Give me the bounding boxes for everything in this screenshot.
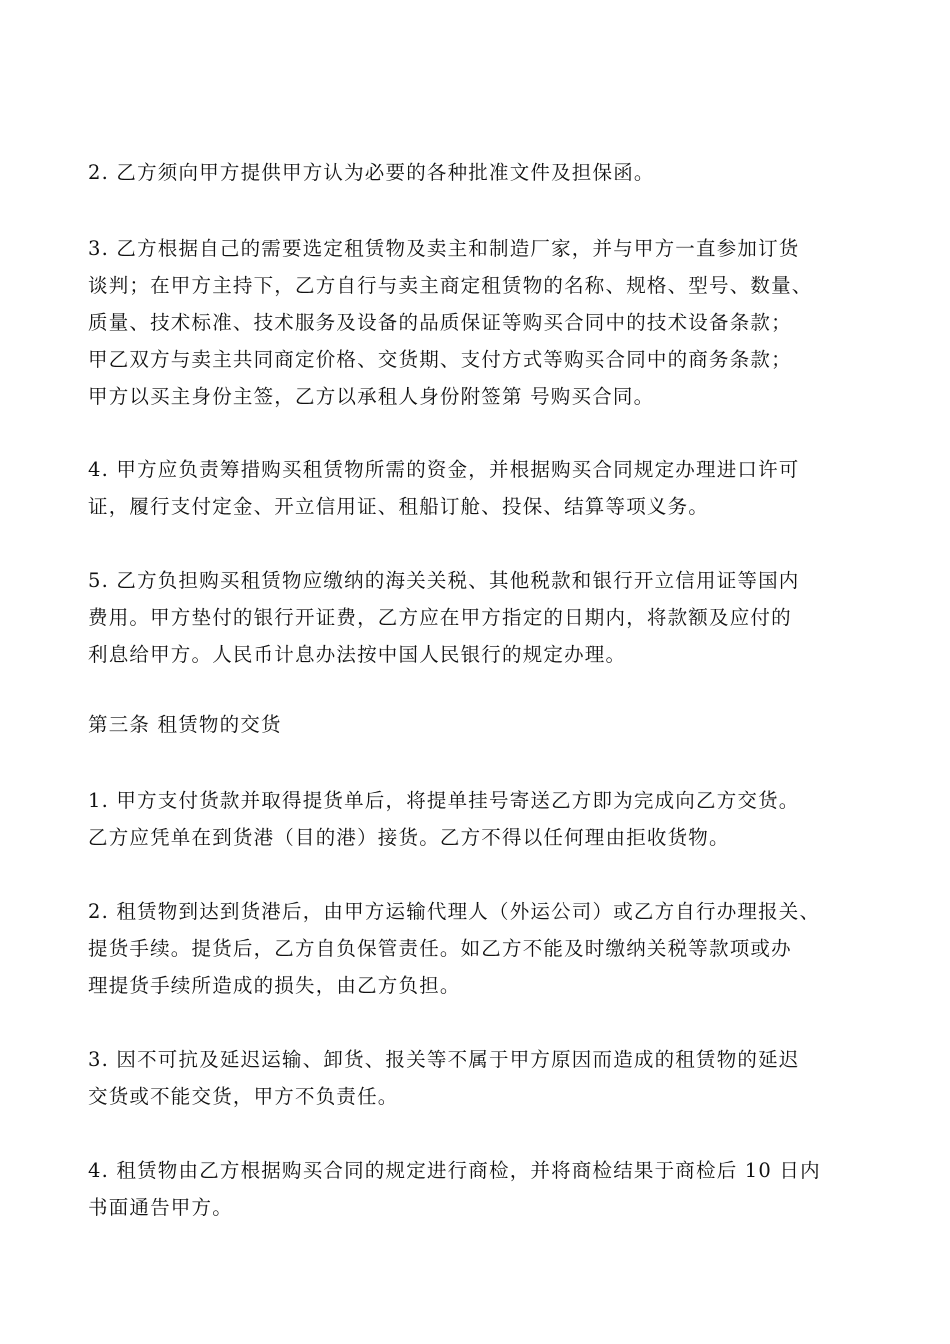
clause-2-3-selection-negotiation [88,230,888,415]
text-line: 甲乙双方与卖主共同商定价格、交货期、支付方式等购买合同中的商务条款； [88,348,792,371]
text-line: 乙方应凭单在到货港（目的港）接货。乙方不得以任何理由拒收货物。 [88,826,730,849]
article-3-heading [88,706,888,743]
text-line: 3. 因不可抗及延迟运输、卸货、报关等不属于甲方原因而造成的租赁物的延迟 [88,1048,800,1071]
clause-3-4-inspection [88,1152,888,1226]
text-line: 费用。甲方垫付的银行开证费，乙方应在甲方指定的日期内，将款额及应付的 [88,606,792,629]
text-line: 2. 租赁物到达到货港后，由甲方运输代理人（外运公司）或乙方自行办理报关、 [88,900,821,923]
clause-3-1-delivery [88,782,888,856]
text-line: 谈判；在甲方主持下，乙方自行与卖主商定租赁物的名称、规格、型号、数量、 [88,274,813,297]
text-line: 2. 乙方须向甲方提供甲方认为必要的各种批准文件及担保函。 [88,161,655,184]
text-line: 质量、技术标准、技术服务及设备的品质保证等购买合同中的技术设备条款； [88,311,792,334]
section-heading: 第三条 租赁物的交货 [88,713,282,736]
text-line: 利息给甲方。人民币计息办法按中国人民银行的规定办理。 [88,643,627,666]
clause-2-4-funding [88,451,888,525]
clause-3-3-force-majeure [88,1041,888,1115]
clause-2-1-documents [88,154,888,191]
clause-3-2-customs-pickup [88,893,888,1004]
text-line: 理提货手续所造成的损失，由乙方负担。 [88,974,461,997]
text-line: 5. 乙方负担购买租赁物应缴纳的海关关税、其他税款和银行开立信用证等国内 [88,569,800,592]
text-line: 1. 甲方支付货款并取得提货单后，将提单挂号寄送乙方即为完成向乙方交货。 [88,789,800,812]
text-line: 交货或不能交货，甲方不负责任。 [88,1085,399,1108]
text-line: 甲方以买主身份主签，乙方以承租人身份附签第 号购买合同。 [88,385,655,408]
text-line: 证，履行支付定金、开立信用证、租船订舱、投保、结算等项义务。 [88,495,710,518]
text-line: 3. 乙方根据自己的需要选定租赁物及卖主和制造厂家，并与甲方一直参加订货 [88,237,800,260]
clause-2-5-taxes-fees [88,562,888,673]
text-line: 提货手续。提货后，乙方自负保管责任。如乙方不能及时缴纳关税等款项或办 [88,937,792,960]
text-line: 4. 租赁物由乙方根据购买合同的规定进行商检，并将商检结果于商检后 10 日内 [88,1159,821,1182]
text-line: 书面通告甲方。 [88,1196,233,1219]
text-line: 4. 甲方应负责筹措购买租赁物所需的资金，并根据购买合同规定办理进口许可 [88,458,800,481]
